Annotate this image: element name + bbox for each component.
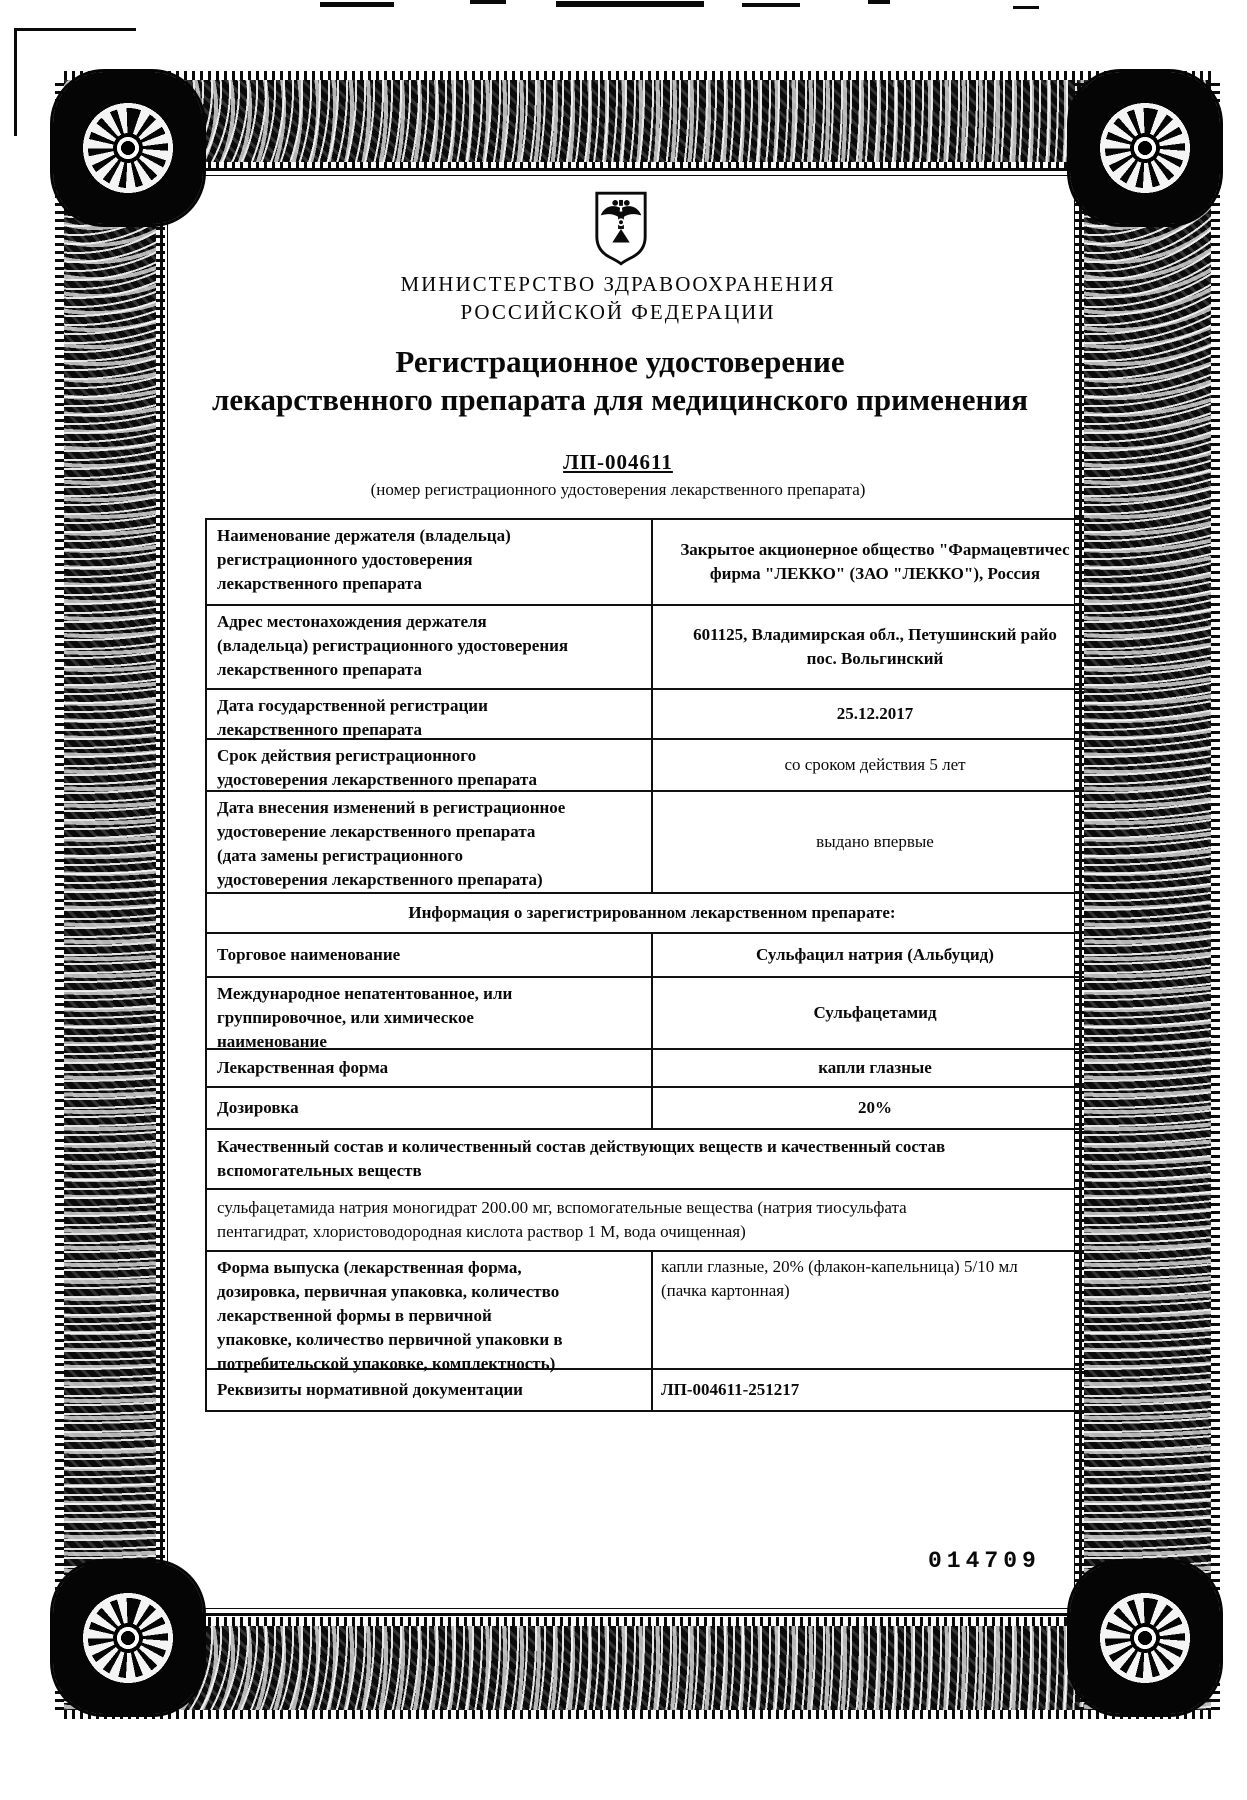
scan-artifact [470, 0, 506, 4]
table-row [207, 792, 1097, 894]
table-row [207, 934, 1097, 978]
table-section-row [207, 1190, 1097, 1252]
table-section-row [207, 1130, 1097, 1190]
russia-coat-of-arms-icon [592, 190, 650, 271]
scan-artifact [320, 2, 394, 7]
row-value: ЛП-004611-251217 [661, 1380, 800, 1399]
table-row [207, 1088, 1097, 1130]
row-label: Дата внесения изменений в регистрационное удостоверение лекарственного препарата (дата замены регистрационного удостоверения лекарственного препарата) [207, 792, 653, 892]
scan-artifact [742, 3, 800, 7]
ministry-line1: МИНИСТЕРСТВО ЗДРАВООХРАНЕНИЯ [400, 272, 836, 296]
table-row [207, 978, 1097, 1050]
row-label: Форма выпуска (лекарственная форма, дозировка, первичная упаковка, количество лекарственной формы в первичной упаковке, количество первичной упаковки в потребительской упаковке, комплектность) [207, 1252, 653, 1368]
border-band-top [64, 80, 1211, 162]
table-row [207, 520, 1097, 606]
section-header: Информация о зарегистрированном лекарственном препарате: [408, 903, 896, 922]
row-value: Закрытое акционерное общество "Фармацевтичес фирма "ЛЕККО" (ЗАО "ЛЕККО"), Россия [680, 540, 1070, 583]
composition-header: Качественный состав и количественный состав действующих веществ и качественный состав вспомогательных веществ [217, 1137, 946, 1180]
row-label: Наименование держателя (владельца) регистрационного удостоверения лекарственного препарата [207, 520, 653, 604]
document-title-line1: Регистрационное удостоверение [395, 344, 845, 379]
border-band-bottom [64, 1626, 1211, 1710]
row-label: Срок действия регистрационного удостоверения лекарственного препарата [207, 740, 653, 790]
row-label: Торговое наименование [207, 934, 653, 976]
serial-number: 014709 [928, 1548, 1041, 1574]
row-value: 20% [858, 1098, 892, 1117]
ministry-line2: РОССИЙСКОЙ ФЕДЕРАЦИИ [460, 300, 776, 324]
row-value: со сроком действия 5 лет [784, 755, 966, 774]
row-label: Дозировка [207, 1088, 653, 1128]
corner-rosette-icon [53, 72, 203, 224]
table-row [207, 690, 1097, 740]
row-label: Лекарственная форма [207, 1050, 653, 1086]
table-row [207, 606, 1097, 690]
registration-table [205, 518, 1097, 1412]
row-value: капли глазные [818, 1058, 932, 1077]
row-value: Сульфацил натрия (Альбуцид) [756, 945, 994, 964]
scan-artifact [868, 0, 890, 4]
row-label: Адрес местонахождения держателя (владельца) регистрационного удостоверения лекарственного препарата [207, 606, 653, 688]
scan-artifact [556, 1, 704, 7]
registration-number: ЛП-004611 [563, 450, 673, 474]
row-value: Сульфацетамид [813, 1003, 937, 1022]
corner-rosette-icon [1070, 72, 1220, 224]
scan-artifact [14, 28, 17, 136]
row-value: капли глазные, 20% (флакон-капельница) 5/10 мл (пачка картонная) [661, 1257, 1018, 1300]
row-value: 25.12.2017 [836, 704, 914, 723]
document-title-line2: лекарственного препарата для медицинского применения [212, 382, 1028, 417]
corner-rosette-icon [1070, 1562, 1220, 1714]
table-row [207, 1252, 1097, 1373]
table-row [207, 1050, 1097, 1088]
row-value: выдано впервые [816, 832, 934, 851]
border-band-left [64, 80, 156, 1710]
scan-artifact [1013, 6, 1039, 9]
scan-artifact [14, 28, 136, 31]
composition-text: сульфацетамида натрия моногидрат 200.00 мг, вспомогательные вещества (натрия тиосульфата пентагидрат, хлористоводородная кислота раствор 1 М, вода очищенная) [217, 1198, 907, 1241]
registration-number-caption: (номер регистрационного удостоверения лекарственного препарата) [370, 480, 866, 499]
border-band-right [1084, 80, 1211, 1710]
corner-rosette-icon [53, 1562, 203, 1714]
table-row [207, 1370, 1097, 1412]
row-label: Дата государственной регистрации лекарственного препарата [207, 690, 653, 738]
table-section-row [207, 894, 1097, 934]
row-value: 601125, Владимирская обл., Петушинский райо пос. Вольгинский [693, 625, 1057, 668]
row-label: Реквизиты нормативной документации [207, 1370, 653, 1410]
table-row [207, 740, 1097, 792]
row-label: Международное непатентованное, или группировочное, или химическое наименование [207, 978, 653, 1048]
